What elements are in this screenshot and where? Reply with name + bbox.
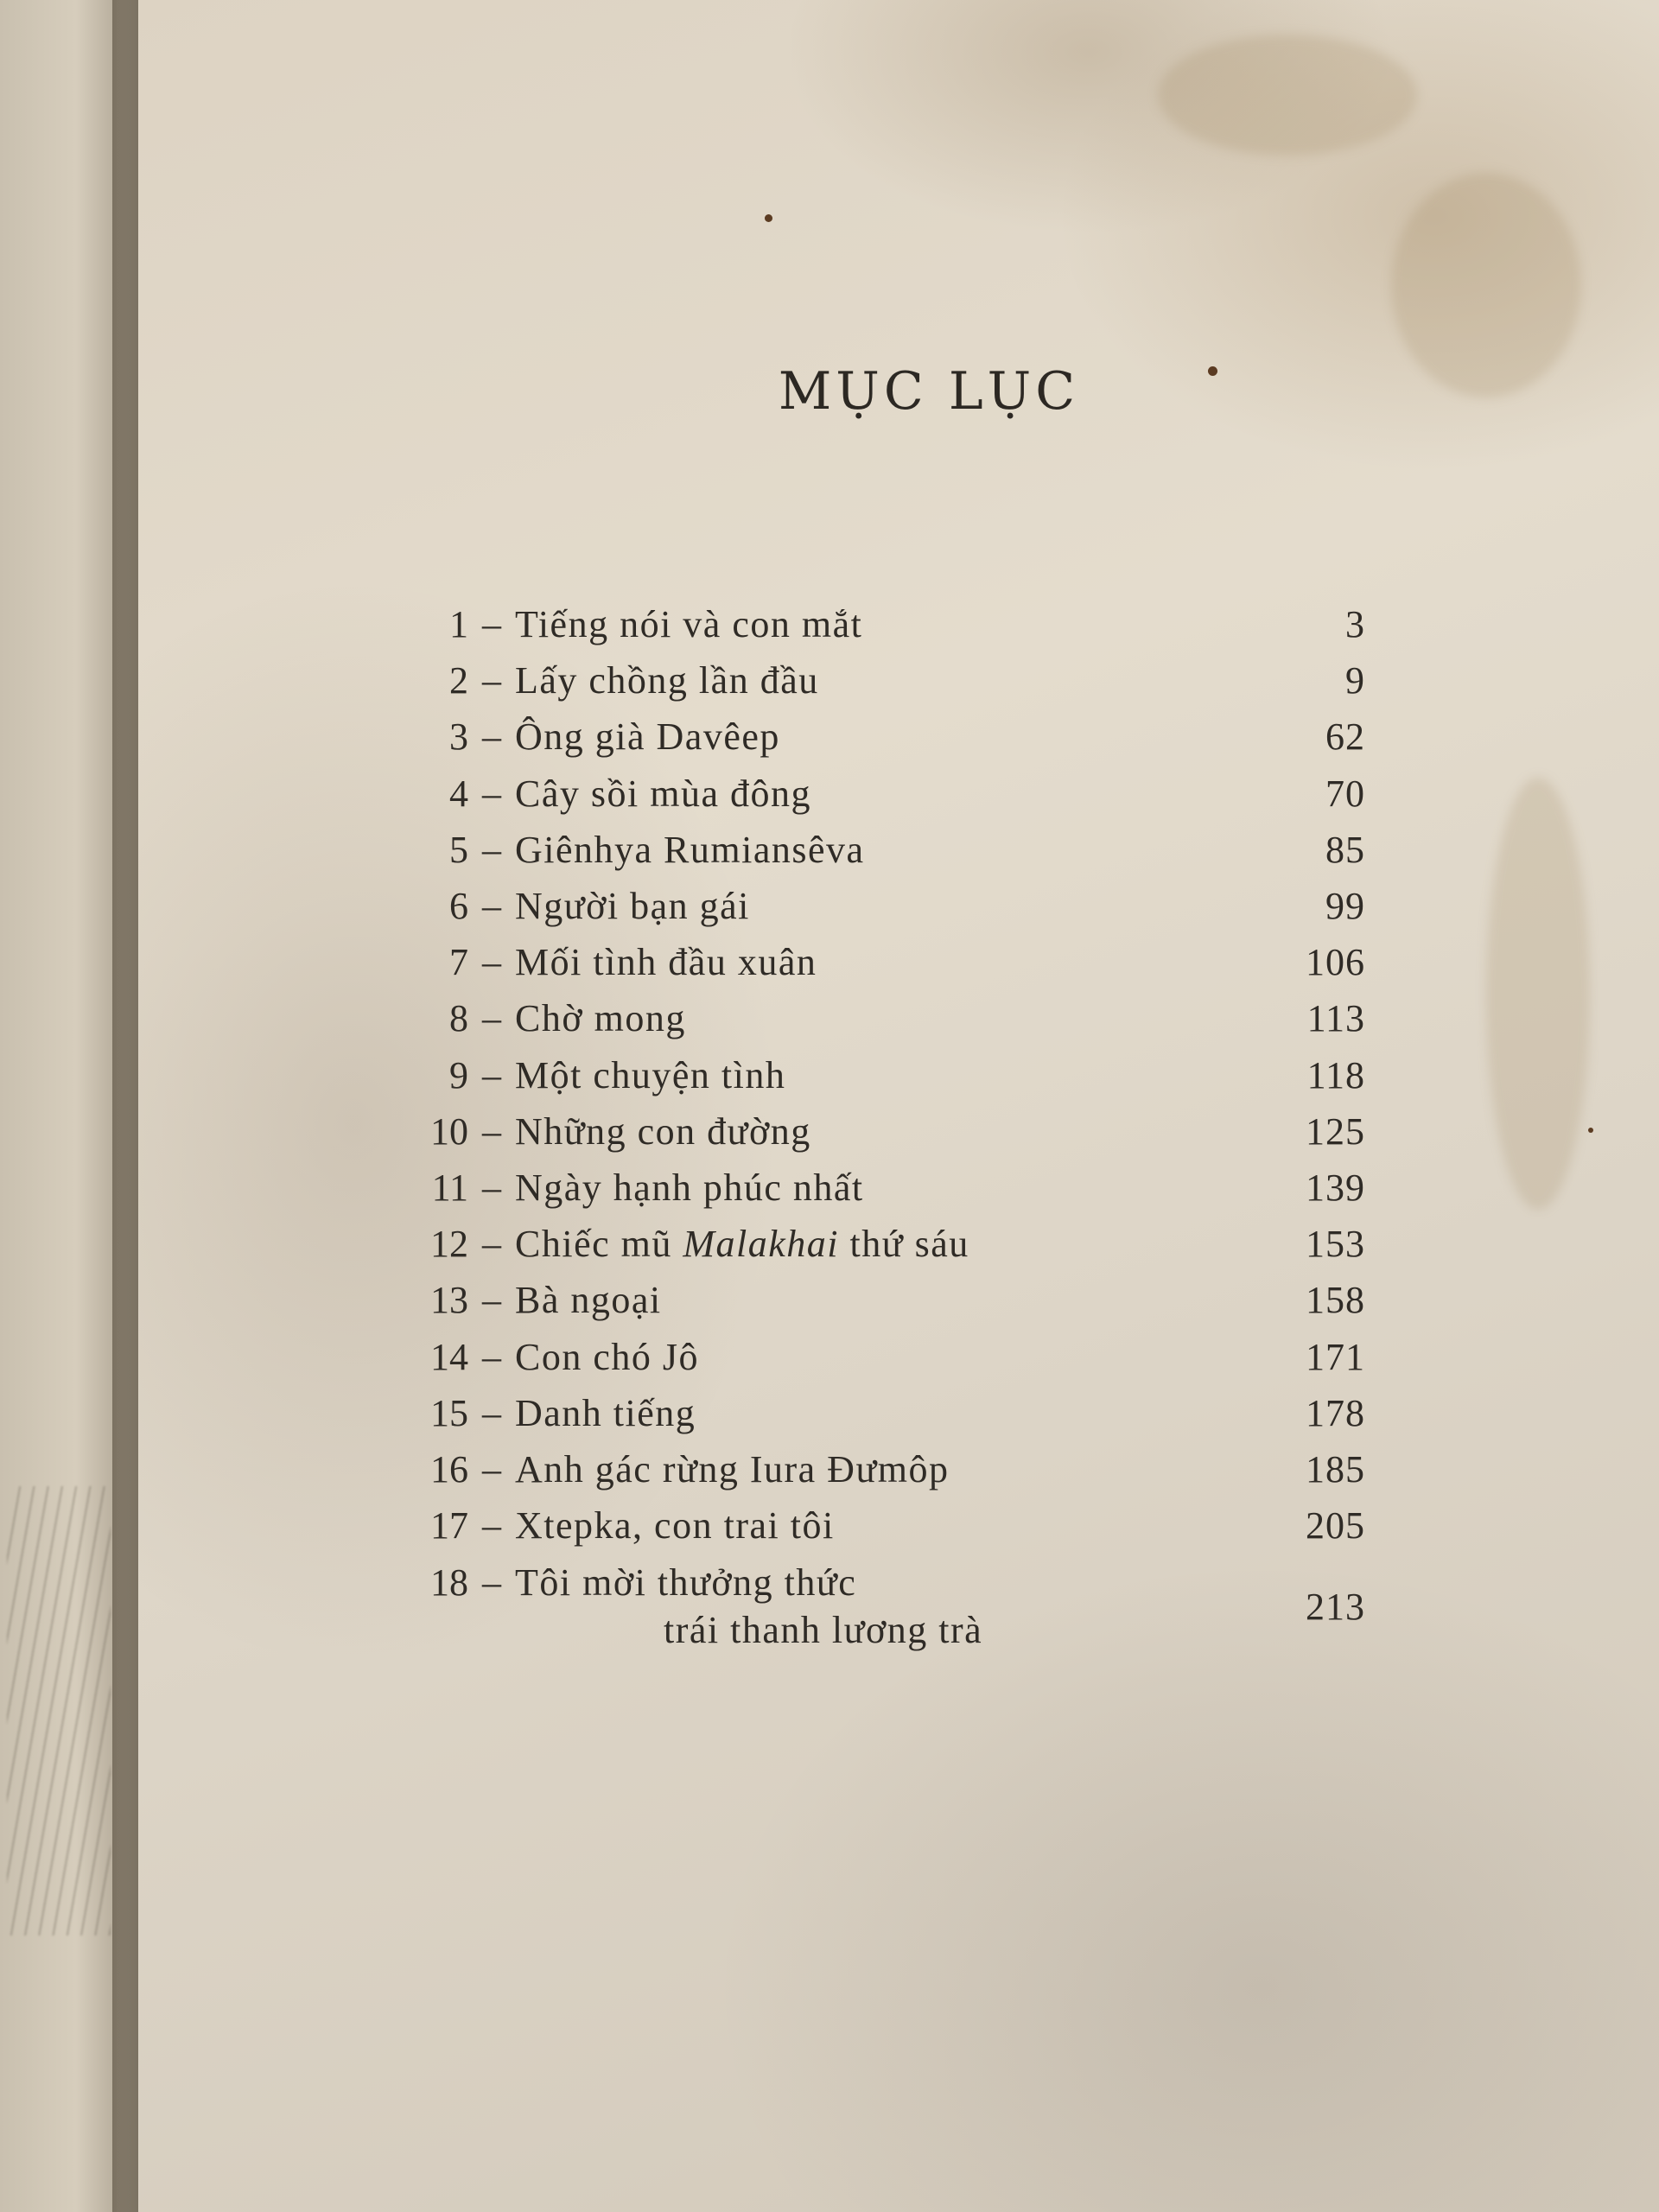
entry-dash: –	[482, 659, 501, 702]
entry-title	[515, 1222, 1365, 1266]
adjacent-page-text-blur	[7, 1486, 111, 1936]
entry-title: Tiếng nói và con mắt	[515, 603, 863, 646]
entry-number: 1	[449, 603, 468, 646]
entry-dash: –	[482, 997, 501, 1040]
page-title: MỤC LỤC	[778, 361, 1080, 422]
entry-number: 7	[449, 941, 468, 984]
entry-title: Một chuyện tình	[515, 1053, 786, 1096]
entry-title: Lấy chồng lần đầu	[515, 659, 819, 702]
entry-title: Bà ngoại	[515, 1279, 662, 1322]
entry-dash: –	[482, 1053, 501, 1096]
toc-entry	[397, 1160, 1365, 1216]
entry-page: 113	[1306, 997, 1365, 1040]
toc-entry	[397, 709, 1365, 765]
toc-entry	[397, 1272, 1365, 1328]
entry-title: Ông già Davêep	[515, 715, 780, 759]
entry-page: 139	[1306, 1166, 1365, 1209]
entry-page: 99	[1325, 885, 1365, 928]
toc-entry	[397, 1497, 1365, 1554]
toc-entry	[397, 1554, 1365, 1653]
entry-number: 5	[449, 828, 468, 871]
entry-page: 118	[1306, 1053, 1365, 1096]
entry-dash: –	[482, 603, 501, 646]
entry-number: 3	[449, 715, 468, 759]
entry-page: 62	[1325, 715, 1365, 759]
entry-number: 14	[430, 1335, 468, 1378]
toc-entry	[397, 1441, 1365, 1497]
entry-page: 3	[1345, 603, 1365, 646]
entry-dash: –	[482, 1504, 501, 1548]
entry-number: 12	[430, 1223, 468, 1266]
ink-speck	[1588, 1128, 1593, 1133]
water-stain	[1158, 35, 1417, 156]
entry-title: Xtepka, con trai tôi	[515, 1504, 835, 1548]
entry-page: 205	[1306, 1504, 1365, 1548]
entry-title: Ngày hạnh phúc nhất	[515, 1166, 864, 1209]
entry-dash: –	[482, 1561, 501, 1605]
entry-page: 106	[1306, 941, 1365, 984]
entry-number: 4	[449, 772, 468, 815]
toc-entry	[397, 878, 1365, 934]
entry-dash: –	[482, 1109, 501, 1153]
entry-page: 153	[1306, 1223, 1365, 1266]
entry-dash: –	[482, 1335, 501, 1378]
toc-entry	[397, 1385, 1365, 1441]
entry-dash: –	[482, 715, 501, 759]
entry-title: Con chó Jô	[515, 1335, 699, 1378]
entry-number: 11	[431, 1166, 468, 1209]
toc-entry	[397, 1103, 1365, 1160]
entry-page: 171	[1306, 1335, 1365, 1378]
entry-number: 9	[449, 1053, 468, 1096]
toc-entry	[397, 1047, 1365, 1103]
toc-entry	[397, 596, 1365, 652]
toc-entry	[397, 652, 1365, 709]
entry-dash: –	[482, 941, 501, 984]
entry-page: 158	[1306, 1279, 1365, 1322]
entry-dash: –	[482, 1223, 501, 1266]
entry-title: Giênhya Rumiansêva	[515, 828, 865, 871]
entry-dash: –	[482, 1166, 501, 1209]
toc-entry	[397, 1216, 1365, 1272]
table-of-contents-page	[138, 0, 1659, 2212]
entry-title: Những con đường	[515, 1109, 811, 1153]
entry-title: Chờ mong	[515, 997, 686, 1040]
entry-title: Người bạn gái	[515, 885, 750, 928]
entry-dash: –	[482, 885, 501, 928]
entry-number: 16	[430, 1447, 468, 1491]
entry-dash: –	[482, 1447, 501, 1491]
entry-dash: –	[482, 828, 501, 871]
entry-title: Danh tiếng	[515, 1391, 696, 1434]
toc-entry	[397, 934, 1365, 990]
entry-dash: –	[482, 772, 501, 815]
ink-speck	[765, 214, 772, 222]
entry-page: 185	[1306, 1447, 1365, 1491]
entry-page: 125	[1306, 1109, 1365, 1153]
toc-entry	[397, 766, 1365, 822]
entry-title: Mối tình đầu xuân	[515, 941, 817, 984]
entry-title: Cây sồi mùa đông	[515, 772, 811, 815]
entry-number: 10	[430, 1109, 468, 1153]
entry-title-line1: Tôi mời thưởng thức	[515, 1561, 857, 1605]
entry-number: 2	[449, 659, 468, 702]
entry-title-italic: Malakhai	[683, 1223, 839, 1266]
entry-number: 6	[449, 885, 468, 928]
water-stain	[1486, 778, 1590, 1210]
entry-number: 17	[430, 1504, 468, 1548]
entry-page: 213	[1306, 1586, 1365, 1629]
entry-number: 8	[449, 997, 468, 1040]
entry-title-line2: trái thanh lương trà	[664, 1609, 983, 1652]
toc-entry	[397, 990, 1365, 1046]
entry-page: 85	[1325, 828, 1365, 871]
entry-title	[515, 1560, 1365, 1652]
toc-list	[397, 596, 1365, 1653]
entry-page: 70	[1325, 772, 1365, 815]
entry-page: 178	[1306, 1391, 1365, 1434]
entry-page: 9	[1345, 659, 1365, 702]
entry-title-part: Chiếc mũ	[515, 1223, 683, 1266]
entry-number: 13	[430, 1279, 468, 1322]
entry-number: 15	[430, 1391, 468, 1434]
entry-title-part: thứ sáu	[839, 1223, 969, 1266]
toc-entry	[397, 1328, 1365, 1384]
entry-title: Anh gác rừng Iura Đưmôp	[515, 1447, 950, 1491]
toc-entry	[397, 822, 1365, 878]
entry-number: 18	[430, 1561, 468, 1605]
entry-dash: –	[482, 1279, 501, 1322]
entry-dash: –	[482, 1391, 501, 1434]
